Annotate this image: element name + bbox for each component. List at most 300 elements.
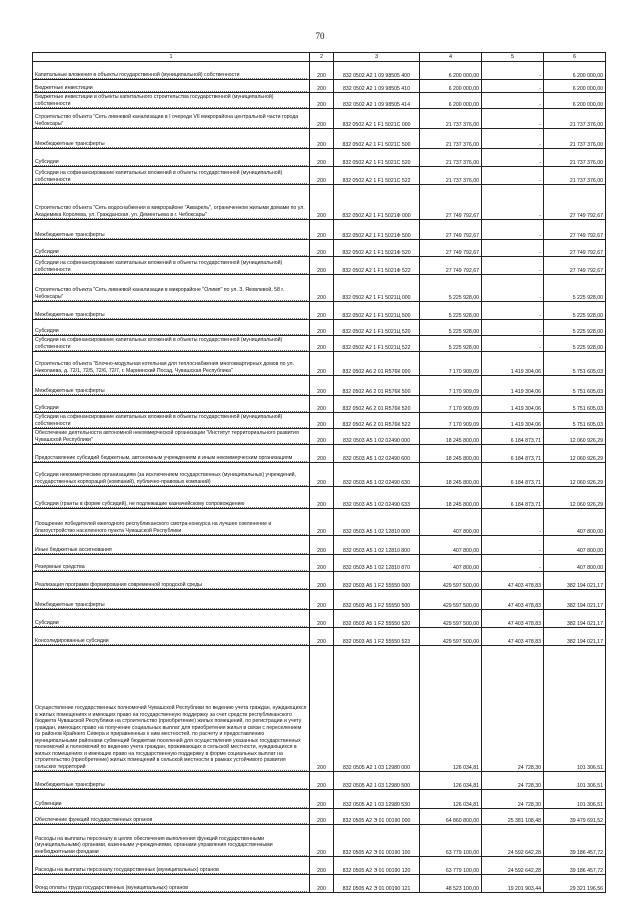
- column-number: 6: [544, 53, 606, 62]
- table-row: [33, 857, 606, 875]
- change-amount: -: [482, 536, 544, 555]
- row-name: [33, 487, 310, 509]
- row-name: [33, 167, 310, 185]
- change-amount: 24 728,30: [482, 646, 544, 772]
- row-name-text: Субсидии: [35, 249, 307, 257]
- row-name: [33, 536, 310, 555]
- table-row: [33, 572, 606, 590]
- row-name: [33, 185, 310, 220]
- admin-code: 200: [310, 646, 334, 772]
- row-name-text: Межбюджетные трансферты: [35, 602, 307, 610]
- change-amount: -: [482, 302, 544, 320]
- resulting-amount: 21 737 376,00: [544, 109, 606, 129]
- row-name-text: Строительство объекта "Сеть ливневой канализации в I очереди VII микрорайона центральной части города Чебоксары": [35, 114, 307, 128]
- approved-amount: 429 597 500,00: [420, 610, 482, 628]
- change-amount: 47 403 478,83: [482, 610, 544, 628]
- row-name: [33, 875, 310, 893]
- row-name: [33, 80, 310, 93]
- table-row: [33, 772, 606, 790]
- classification-code: 832 0503 А5 1 F2 55550 500: [334, 590, 420, 610]
- row-name: [33, 93, 310, 109]
- approved-amount: 27 749 792,67: [420, 220, 482, 240]
- row-name: [33, 509, 310, 536]
- row-name: [33, 628, 310, 646]
- change-amount: -: [482, 80, 544, 93]
- approved-amount: 5 225 928,00: [420, 320, 482, 336]
- row-name: [33, 857, 310, 875]
- column-number: 4: [420, 53, 482, 62]
- resulting-amount: 27 749 792,67: [544, 220, 606, 240]
- row-name: [33, 302, 310, 320]
- classification-code: 832 0503 А5 1 F2 55550 523: [334, 628, 420, 646]
- table-row: [33, 109, 606, 129]
- admin-code: 200: [310, 167, 334, 185]
- admin-code: 200: [310, 320, 334, 336]
- resulting-amount: 407 800,00: [544, 555, 606, 572]
- row-name: [33, 572, 310, 590]
- column-number: 3: [334, 53, 420, 62]
- resulting-amount: 6 200 000,00: [544, 80, 606, 93]
- table-row: [33, 376, 606, 396]
- approved-amount: 64 860 800,00: [420, 809, 482, 825]
- table-row: [33, 646, 606, 772]
- row-name: [33, 590, 310, 610]
- resulting-amount: 5 225 928,00: [544, 275, 606, 302]
- classification-code: 832 0503 А5 1 02 02490 600: [334, 445, 420, 463]
- admin-code: 200: [310, 240, 334, 257]
- classification-code: 832 0505 А2 1 03 12980 530: [334, 790, 420, 809]
- resulting-amount: 12 060 926,29: [544, 429, 606, 445]
- table-row: [33, 80, 606, 93]
- classification-code: 832 0502 А2 1 F1 5021С 522: [334, 167, 420, 185]
- change-amount: 19 201 903,44: [482, 875, 544, 893]
- row-name: [33, 396, 310, 413]
- resulting-amount: 12 060 926,29: [544, 445, 606, 463]
- change-amount: -: [482, 185, 544, 220]
- admin-code: 200: [310, 536, 334, 555]
- classification-code: 832 0502 А6 2 01 R576К 522: [334, 413, 420, 429]
- row-name: [33, 257, 310, 275]
- row-name: [33, 109, 310, 129]
- change-amount: 1 419 304,06: [482, 396, 544, 413]
- approved-amount: 5 225 928,00: [420, 302, 482, 320]
- admin-code: 200: [310, 875, 334, 893]
- row-name-text: Субсидии на софинансирование капитальных вложений в объекты государственной (муниципальной) собственности: [35, 337, 307, 351]
- classification-code: 832 0505 А2 Э 01 00190 000: [334, 809, 420, 825]
- change-amount: -: [482, 275, 544, 302]
- table-row: [33, 302, 606, 320]
- classification-code: 832 0505 А2 1 03 12980 500: [334, 772, 420, 790]
- classification-code: 832 0505 А2 Э 01 00190 120: [334, 857, 420, 875]
- approved-amount: 7 170 909,09: [420, 376, 482, 396]
- classification-code: 832 0502 А2 1 F1 5021Ц 520: [334, 320, 420, 336]
- resulting-amount: 27 749 792,67: [544, 257, 606, 275]
- approved-amount: 18 245 800,00: [420, 463, 482, 487]
- approved-amount: 63 779 100,00: [420, 825, 482, 857]
- row-name: [33, 825, 310, 857]
- row-name-text: Поощрение победителей ежегодного республиканского смотра-конкурса на лучшее озеленение и благоустройство населенного пункта Чувашской Республики: [35, 521, 307, 535]
- admin-code: 200: [310, 463, 334, 487]
- classification-code: 832 0502 А6 2 01 R576К 000: [334, 352, 420, 376]
- row-name-text: Субвенции: [35, 801, 307, 809]
- page-number: 70: [315, 31, 325, 41]
- row-name-text: Бюджетные инвестиции: [35, 85, 307, 93]
- admin-code: 200: [310, 396, 334, 413]
- change-amount: 47 403 478,83: [482, 628, 544, 646]
- table-row: [33, 445, 606, 463]
- resulting-amount: 39 186 457,72: [544, 857, 606, 875]
- approved-amount: 429 597 500,00: [420, 572, 482, 590]
- admin-code: 200: [310, 509, 334, 536]
- resulting-amount: 382 194 021,17: [544, 590, 606, 610]
- row-name: [33, 610, 310, 628]
- admin-code: 200: [310, 93, 334, 109]
- change-amount: 24 728,30: [482, 790, 544, 809]
- change-amount: -: [482, 167, 544, 185]
- admin-code: 200: [310, 302, 334, 320]
- change-amount: 47 403 478,83: [482, 590, 544, 610]
- approved-amount: 407 800,00: [420, 536, 482, 555]
- row-name-text: Реализация программ формирования современной городской среды: [35, 582, 307, 590]
- resulting-amount: 21 737 376,00: [544, 167, 606, 185]
- classification-code: 832 0503 А5 1 02 12810 870: [334, 555, 420, 572]
- approved-amount: 7 170 909,09: [420, 352, 482, 376]
- classification-code: 832 0502 А2 1 F1 5021С 000: [334, 109, 420, 129]
- column-number: 1: [33, 53, 310, 62]
- classification-code: 832 0505 А2 Э 01 00190 100: [334, 825, 420, 857]
- classification-code: 832 0502 А2 1 09 98505 414: [334, 93, 420, 109]
- row-name: [33, 646, 310, 772]
- change-amount: -: [482, 149, 544, 167]
- change-amount: 47 403 478,83: [482, 572, 544, 590]
- admin-code: 200: [310, 185, 334, 220]
- table-row: [33, 429, 606, 445]
- approved-amount: 7 170 909,09: [420, 396, 482, 413]
- approved-amount: 21 737 376,00: [420, 149, 482, 167]
- classification-code: 832 0502 А2 1 F1 5021Ф 500: [334, 220, 420, 240]
- row-name-text: Субсидии (гранты в форме субсидий), не подлежащие казначейскому сопровождению: [35, 501, 307, 509]
- row-name-text: Капитальные вложения в объекты государственной (муниципальной) собственности: [35, 72, 307, 80]
- approved-amount: 407 800,00: [420, 509, 482, 536]
- column-number: 5: [482, 53, 544, 62]
- admin-code: 200: [310, 129, 334, 149]
- admin-code: 200: [310, 109, 334, 129]
- admin-code: 200: [310, 80, 334, 93]
- change-amount: 6 184 873,71: [482, 445, 544, 463]
- classification-code: 832 0503 А5 1 02 02490 630: [334, 463, 420, 487]
- approved-amount: 27 749 792,67: [420, 185, 482, 220]
- approved-amount: 27 749 792,67: [420, 257, 482, 275]
- resulting-amount: 5 751 605,03: [544, 413, 606, 429]
- approved-amount: 6 200 000,00: [420, 93, 482, 109]
- row-name: [33, 240, 310, 257]
- admin-code: 200: [310, 62, 334, 80]
- table-row: [33, 875, 606, 893]
- classification-code: 832 0502 А2 1 F1 5021Ц 500: [334, 302, 420, 320]
- row-name-text: Предоставление субсидий бюджетным, автономным учреждениям и иным некоммерческим организациям: [35, 455, 307, 463]
- classification-code: 832 0502 А2 1 F1 5021Ф 000: [334, 185, 420, 220]
- row-name-text: Межбюджетные трансферты: [35, 782, 307, 790]
- row-name-text: Расходы на выплаты персоналу государственных (муниципальных) органов: [35, 867, 307, 875]
- approved-amount: 18 245 800,00: [420, 445, 482, 463]
- resulting-amount: 12 060 926,29: [544, 487, 606, 509]
- admin-code: 200: [310, 555, 334, 572]
- row-name-text: Консолидированные субсидии: [35, 638, 307, 646]
- admin-code: 200: [310, 149, 334, 167]
- change-amount: 24 592 642,28: [482, 857, 544, 875]
- row-name-text: Бюджетные инвестиции в объекты капитального строительства государственной (муниципальной) собственности: [35, 94, 307, 108]
- resulting-amount: 21 737 376,00: [544, 149, 606, 167]
- classification-code: 832 0503 А5 1 02 02490 633: [334, 487, 420, 509]
- classification-code: 832 0503 А5 1 F2 55550 520: [334, 610, 420, 628]
- change-amount: -: [482, 240, 544, 257]
- table-row: [33, 790, 606, 809]
- row-name-text: Иные бюджетные ассигнования: [35, 547, 307, 555]
- resulting-amount: 101 306,51: [544, 646, 606, 772]
- table-row: [33, 463, 606, 487]
- approved-amount: 6 200 000,00: [420, 80, 482, 93]
- change-amount: -: [482, 509, 544, 536]
- classification-code: 832 0505 А2 1 03 12980 000: [334, 646, 420, 772]
- approved-amount: 126 034,81: [420, 772, 482, 790]
- approved-amount: 7 170 909,09: [420, 413, 482, 429]
- resulting-amount: 382 194 021,17: [544, 628, 606, 646]
- admin-code: 200: [310, 376, 334, 396]
- admin-code: 200: [310, 790, 334, 809]
- row-name-text: Строительство объекта "Сеть ливневой канализации в микрорайоне "Олимп" по ул. З. Яковлевой, 58 г. Чебоксары": [35, 287, 307, 301]
- resulting-amount: 407 800,00: [544, 509, 606, 536]
- resulting-amount: 5 751 605,03: [544, 376, 606, 396]
- resulting-amount: 39 479 691,52: [544, 809, 606, 825]
- row-name-text: Расходы на выплаты персоналу в целях обеспечения выполнения функций государственными (муниципальными) органами, казенными учреждениями, органами управления государственными внебюджетными фондами: [35, 836, 307, 857]
- admin-code: 200: [310, 590, 334, 610]
- table-row: [33, 396, 606, 413]
- resulting-amount: 5 225 928,00: [544, 320, 606, 336]
- row-name-text: Межбюджетные трансферты: [35, 388, 307, 396]
- approved-amount: 6 200 000,00: [420, 62, 482, 80]
- change-amount: -: [482, 257, 544, 275]
- change-amount: 24 592 642,28: [482, 825, 544, 857]
- table-row: [33, 220, 606, 240]
- row-name-text: Субсидии на софинансирование капитальных вложений в объекты государственной (муниципальной) собственности: [35, 260, 307, 274]
- change-amount: -: [482, 555, 544, 572]
- classification-code: 832 0502 А2 1 F1 5021С 500: [334, 129, 420, 149]
- change-amount: -: [482, 320, 544, 336]
- row-name-text: Субсидии: [35, 159, 307, 167]
- admin-code: 200: [310, 572, 334, 590]
- approved-amount: 126 034,81: [420, 790, 482, 809]
- admin-code: 200: [310, 809, 334, 825]
- change-amount: 6 184 873,71: [482, 463, 544, 487]
- resulting-amount: 6 200 000,00: [544, 93, 606, 109]
- row-name: [33, 413, 310, 429]
- admin-code: 200: [310, 220, 334, 240]
- admin-code: 200: [310, 336, 334, 352]
- column-number-row: [33, 53, 606, 62]
- change-amount: -: [482, 93, 544, 109]
- row-name-text: Субсидии некоммерческим организациям (за исключением государственных (муниципальных) учреждений, государственных корпораций (компаний), публично-правовых компаний): [35, 472, 307, 486]
- approved-amount: 21 737 376,00: [420, 167, 482, 185]
- classification-code: 832 0502 А2 1 F1 5021Ф 522: [334, 257, 420, 275]
- row-name: [33, 772, 310, 790]
- row-name-text: Субсидии: [35, 328, 307, 336]
- change-amount: -: [482, 336, 544, 352]
- admin-code: 200: [310, 628, 334, 646]
- table-row: [33, 257, 606, 275]
- row-name-text: Строительство объекта "Сеть водоснабжения в микрорайоне "Акварель", ограниченном жилыми домами по ул. Академика Королева, ул. Гражданская, ул. Дементьева в г. Чебоксары": [35, 205, 307, 219]
- approved-amount: 126 034,81: [420, 646, 482, 772]
- row-name: [33, 275, 310, 302]
- change-amount: 1 419 304,06: [482, 352, 544, 376]
- table-row: [33, 809, 606, 825]
- row-name: [33, 555, 310, 572]
- row-name-text: Межбюджетные трансферты: [35, 312, 307, 320]
- classification-code: 832 0505 А2 Э 01 00190 121: [334, 875, 420, 893]
- resulting-amount: 5 751 605,03: [544, 396, 606, 413]
- resulting-amount: 21 737 376,00: [544, 129, 606, 149]
- resulting-amount: 382 194 021,17: [544, 572, 606, 590]
- row-name: [33, 220, 310, 240]
- change-amount: 1 419 304,06: [482, 376, 544, 396]
- admin-code: 200: [310, 413, 334, 429]
- table-row: [33, 167, 606, 185]
- resulting-amount: 5 225 928,00: [544, 302, 606, 320]
- approved-amount: 429 597 500,00: [420, 590, 482, 610]
- row-name: [33, 463, 310, 487]
- row-name-text: Межбюджетные трансферты: [35, 232, 307, 240]
- table-row: [33, 509, 606, 536]
- table-row: [33, 825, 606, 857]
- change-amount: 6 184 873,71: [482, 487, 544, 509]
- row-name-text: Межбюджетные трансферты: [35, 141, 307, 149]
- row-name: [33, 790, 310, 809]
- table-row: [33, 413, 606, 429]
- table-row: [33, 336, 606, 352]
- admin-code: 200: [310, 275, 334, 302]
- change-amount: 6 184 873,71: [482, 429, 544, 445]
- row-name: [33, 376, 310, 396]
- approved-amount: 18 245 800,00: [420, 487, 482, 509]
- admin-code: 200: [310, 429, 334, 445]
- admin-code: 200: [310, 445, 334, 463]
- table-row: [33, 555, 606, 572]
- resulting-amount: 407 800,00: [544, 536, 606, 555]
- change-amount: -: [482, 109, 544, 129]
- table-row: [33, 149, 606, 167]
- row-name-text: Обеспечение функций государственных органов: [35, 817, 307, 825]
- change-amount: -: [482, 129, 544, 149]
- row-name: [33, 429, 310, 445]
- classification-code: 832 0502 А2 1 F1 5021С 520: [334, 149, 420, 167]
- admin-code: 200: [310, 352, 334, 376]
- table-row: [33, 129, 606, 149]
- resulting-amount: 101 306,51: [544, 790, 606, 809]
- approved-amount: 5 225 928,00: [420, 336, 482, 352]
- row-name-text: Субсидии на софинансирование капитальных вложений в объекты государственной (муниципальной) собственности: [35, 414, 307, 428]
- resulting-amount: 39 186 457,72: [544, 825, 606, 857]
- change-amount: 1 419 304,06: [482, 413, 544, 429]
- row-name: [33, 445, 310, 463]
- budget-table: [32, 52, 606, 893]
- table-row: [33, 590, 606, 610]
- table-row: [33, 320, 606, 336]
- approved-amount: 18 245 800,00: [420, 429, 482, 445]
- classification-code: 832 0503 А5 1 02 02490 000: [334, 429, 420, 445]
- row-name: [33, 352, 310, 376]
- table-row: [33, 62, 606, 80]
- resulting-amount: 12 060 926,29: [544, 463, 606, 487]
- resulting-amount: 6 200 000,00: [544, 62, 606, 80]
- row-name-text: Субсидии: [35, 405, 307, 413]
- change-amount: 25 381 108,48: [482, 809, 544, 825]
- column-number: 2: [310, 53, 334, 62]
- table-row: [33, 93, 606, 109]
- resulting-amount: 27 749 792,67: [544, 240, 606, 257]
- table-row: [33, 275, 606, 302]
- row-name-text: Субсидии: [35, 620, 307, 628]
- admin-code: 200: [310, 825, 334, 857]
- admin-code: 200: [310, 257, 334, 275]
- table-row: [33, 610, 606, 628]
- table-row: [33, 487, 606, 509]
- row-name: [33, 809, 310, 825]
- change-amount: -: [482, 62, 544, 80]
- classification-code: 832 0502 А6 2 01 R576К 520: [334, 396, 420, 413]
- row-name: [33, 149, 310, 167]
- table-row: [33, 352, 606, 376]
- resulting-amount: 382 194 021,17: [544, 610, 606, 628]
- row-name: [33, 336, 310, 352]
- row-name: [33, 320, 310, 336]
- table-row: [33, 240, 606, 257]
- approved-amount: 429 597 500,00: [420, 628, 482, 646]
- admin-code: 200: [310, 772, 334, 790]
- resulting-amount: 27 749 792,67: [544, 185, 606, 220]
- resulting-amount: 5 225 928,00: [544, 336, 606, 352]
- row-name: [33, 129, 310, 149]
- row-name-text: Субсидии на софинансирование капитальных вложений в объекты государственной (муниципальной) собственности: [35, 170, 307, 184]
- row-name-text: Обеспечение деятельности автономной некоммерческой организации "Институт территориального развития Чувашской Республики": [35, 430, 307, 444]
- classification-code: 832 0503 А5 1 02 12810 800: [334, 536, 420, 555]
- change-amount: 24 728,30: [482, 772, 544, 790]
- classification-code: 832 0503 А5 1 F2 55550 000: [334, 572, 420, 590]
- row-name-text: Резервные средства: [35, 564, 307, 572]
- row-name-text: Фонд оплаты труда государственных (муниципальных) органов: [35, 885, 307, 893]
- classification-code: 832 0502 А2 1 09 98505 410: [334, 80, 420, 93]
- classification-code: 832 0503 А5 1 02 12810 000: [334, 509, 420, 536]
- approved-amount: 407 800,00: [420, 555, 482, 572]
- table-row: [33, 185, 606, 220]
- classification-code: 832 0502 А2 1 09 98505 400: [334, 62, 420, 80]
- admin-code: 200: [310, 487, 334, 509]
- row-name: [33, 62, 310, 80]
- table-row: [33, 536, 606, 555]
- approved-amount: 27 749 792,67: [420, 240, 482, 257]
- table-row: [33, 628, 606, 646]
- classification-code: 832 0502 А2 1 F1 5021Ф 520: [334, 240, 420, 257]
- approved-amount: 5 225 928,00: [420, 275, 482, 302]
- resulting-amount: 5 751 605,03: [544, 352, 606, 376]
- classification-code: 832 0502 А6 2 01 R576К 500: [334, 376, 420, 396]
- resulting-amount: 101 306,51: [544, 772, 606, 790]
- approved-amount: 48 523 100,00: [420, 875, 482, 893]
- approved-amount: 63 779 100,00: [420, 857, 482, 875]
- admin-code: 200: [310, 857, 334, 875]
- change-amount: -: [482, 220, 544, 240]
- row-name-text: Осуществление государственных полномочий Чувашской Республики по ведению учета граждан, нуждающихся в жилых помещениях и имеющих право на государственную поддержку за счет средств республиканского бюджета Чувашской Республики на строительство (приобретение) жилых помещений, по регистрации и учету граждан, имеющих право на получение социальных выплат для приобретения жилья в связи с переселением из районов Крайнего Севера и приравненных к ним местностей, по расчету и предоставлению муниципальными районами субвенций бюджетам поселений для осуществления указанных государственных полномочий и полномочий по ведению учета граждан, проживающих в сельской местности, нуждающихся в жилых помещениях и имеющих право на государственную поддержку в форме социальных выплат на строительство (приобретение) жилых помещений в сельской местности в рамках устойчивого развития сельских территорий: [35, 705, 307, 770]
- approved-amount: 21 737 376,00: [420, 129, 482, 149]
- classification-code: 832 0502 А2 1 F1 5021Ц 000: [334, 275, 420, 302]
